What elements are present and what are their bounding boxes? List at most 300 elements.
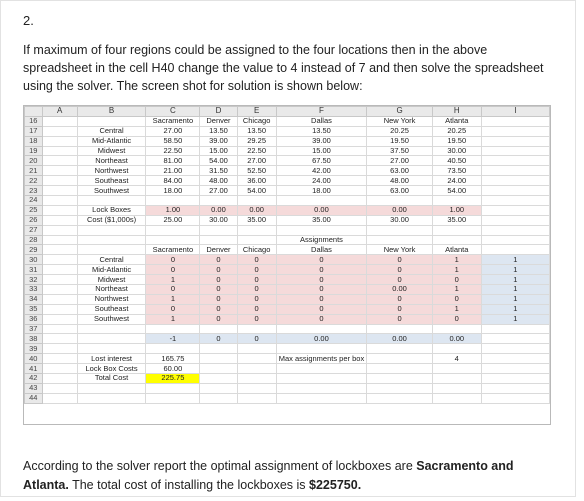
location-header[interactable]: Sacramento [146,245,200,255]
region-label[interactable]: Northwest [77,166,146,176]
sheet-cell[interactable] [432,235,481,245]
sheet-cell[interactable] [42,196,77,206]
sheet-cell[interactable] [42,314,77,324]
cost-cell[interactable]: 48.00 [367,176,433,186]
sheet-cell[interactable] [146,344,200,354]
sheet-cell[interactable] [42,275,77,285]
sheet-cell[interactable] [481,196,549,206]
cost-cell[interactable]: 30.00 [432,146,481,156]
cost-cell[interactable]: 54.00 [432,186,481,196]
row-header[interactable]: 37 [25,324,43,334]
assignments-title[interactable]: Assignments [276,235,366,245]
sheet-cell[interactable] [276,324,366,334]
sheet-cell[interactable] [481,344,549,354]
cost-cell[interactable]: 36.00 [237,176,276,186]
column-header[interactable]: E [237,107,276,117]
row-sum-cell[interactable]: 1 [481,304,549,314]
assignment-cell[interactable]: 0 [200,294,237,304]
sheet-cell[interactable] [42,116,77,126]
cost-cell[interactable]: 42.00 [276,166,366,176]
sheet-cell[interactable] [367,344,433,354]
row-header[interactable]: 21 [25,166,43,176]
sheet-cell[interactable] [367,324,433,334]
lock-box-costs-label[interactable]: Lock Box Costs [77,364,146,374]
cost-cell[interactable]: 20.25 [432,126,481,136]
sheet-cell[interactable] [276,196,366,206]
sheet-cell[interactable] [367,393,433,403]
row-header[interactable]: 22 [25,176,43,186]
assignment-cell[interactable]: 1 [146,294,200,304]
region-label[interactable]: Southeast [77,176,146,186]
sheet-cell[interactable] [367,225,433,235]
row-header[interactable]: 26 [25,215,43,225]
fixed-cost-cell[interactable]: 30.00 [367,215,433,225]
cost-cell[interactable]: 84.00 [146,176,200,186]
cost-cell[interactable]: 40.50 [432,156,481,166]
column-header[interactable]: D [200,107,237,117]
sheet-cell[interactable] [200,344,237,354]
sheet-cell[interactable] [481,393,549,403]
row-sum-cell[interactable]: 1 [481,314,549,324]
row-header[interactable]: 38 [25,334,43,344]
cost-cell[interactable]: 58.50 [146,136,200,146]
sheet-cell[interactable] [367,196,433,206]
fixed-cost-cell[interactable]: 30.00 [200,215,237,225]
sheet-cell[interactable] [481,245,549,255]
assignment-cell[interactable]: 0 [367,314,433,324]
row-header[interactable]: 29 [25,245,43,255]
select-all-corner[interactable] [25,107,43,117]
sheet-cell[interactable] [432,393,481,403]
assignment-cell[interactable]: 0 [200,255,237,265]
cost-cell[interactable]: 27.00 [367,156,433,166]
assignment-cell[interactable]: 0 [237,304,276,314]
cost-cell[interactable]: 22.50 [146,146,200,156]
column-sum-cell[interactable]: 0 [200,334,237,344]
assignment-cell[interactable]: 0 [237,265,276,275]
cost-cell[interactable]: 22.50 [237,146,276,156]
assignment-cell[interactable]: 0 [276,285,366,295]
sheet-cell[interactable] [481,225,549,235]
sheet-cell[interactable] [276,383,366,393]
sheet-cell[interactable] [481,374,549,384]
region-label[interactable]: Central [77,126,146,136]
sheet-cell[interactable] [77,235,146,245]
sheet-cell[interactable] [42,304,77,314]
sheet-cell[interactable] [146,225,200,235]
region-label[interactable]: Northeast [77,285,146,295]
sheet-cell[interactable] [42,324,77,334]
sheet-cell[interactable] [146,324,200,334]
assignment-cell[interactable]: 0 [200,304,237,314]
assignment-cell[interactable]: 0 [432,294,481,304]
assignment-cell[interactable]: 0 [200,275,237,285]
lock-box-cell[interactable]: 0.00 [200,205,237,215]
sheet-cell[interactable] [200,324,237,334]
sheet-cell[interactable] [200,374,237,384]
sheet-cell[interactable] [77,324,146,334]
assignment-cell[interactable]: 1 [432,265,481,275]
sheet-cell[interactable] [481,205,549,215]
assignment-cell[interactable]: 1 [432,255,481,265]
sheet-cell[interactable] [42,393,77,403]
cost-cell[interactable]: 37.50 [367,146,433,156]
sheet-cell[interactable] [276,344,366,354]
sheet-cell[interactable] [146,393,200,403]
assignment-cell[interactable]: 1 [432,285,481,295]
assignment-cell[interactable]: 0 [276,304,366,314]
sheet-cell[interactable] [237,235,276,245]
lock-box-cell[interactable]: 0.00 [367,205,433,215]
sheet-cell[interactable] [481,334,549,344]
column-header[interactable]: H [432,107,481,117]
assignment-cell[interactable]: 0 [432,314,481,324]
column-sum-cell[interactable]: 0.00 [367,334,433,344]
assignment-cell[interactable]: 0 [237,255,276,265]
total-cost-label[interactable]: Total Cost [77,374,146,384]
region-label[interactable]: Mid-Atlantic [77,136,146,146]
region-label[interactable]: Mid-Atlantic [77,265,146,275]
sheet-cell[interactable] [432,383,481,393]
cost-cell[interactable]: 15.00 [200,146,237,156]
cost-cell[interactable]: 39.00 [200,136,237,146]
sheet-cell[interactable] [42,215,77,225]
cost-cell[interactable]: 21.00 [146,166,200,176]
max-assignments-label[interactable]: Max assignments per box [276,354,366,364]
sheet-cell[interactable] [481,364,549,374]
column-header[interactable]: C [146,107,200,117]
assignment-cell[interactable]: 0 [367,265,433,275]
location-header[interactable]: Dallas [276,116,366,126]
assignment-cell[interactable]: 0 [237,285,276,295]
sheet-cell[interactable] [42,156,77,166]
cost-cell[interactable]: 27.00 [237,156,276,166]
sheet-cell[interactable] [432,374,481,384]
sheet-cell[interactable] [42,235,77,245]
sheet-cell[interactable] [77,225,146,235]
assignment-cell[interactable]: 1 [146,275,200,285]
row-header[interactable]: 44 [25,393,43,403]
row-header[interactable]: 19 [25,146,43,156]
row-header[interactable]: 40 [25,354,43,364]
sheet-cell[interactable] [432,364,481,374]
sheet-cell[interactable] [77,393,146,403]
sheet-cell[interactable] [367,364,433,374]
location-header[interactable]: Sacramento [146,116,200,126]
cost-cell[interactable]: 63.00 [367,166,433,176]
assignment-cell[interactable]: 0 [367,304,433,314]
row-header[interactable]: 39 [25,344,43,354]
location-header[interactable]: New York [367,245,433,255]
fixed-cost-cell[interactable]: 35.00 [276,215,366,225]
row-header[interactable]: 17 [25,126,43,136]
location-header[interactable]: Atlanta [432,245,481,255]
cost-cell[interactable]: 15.00 [276,146,366,156]
sheet-cell[interactable] [432,324,481,334]
assignment-cell[interactable]: 0 [276,294,366,304]
sheet-cell[interactable] [481,126,549,136]
assignment-cell[interactable]: 0 [276,265,366,275]
region-label[interactable]: Central [77,255,146,265]
row-header[interactable]: 28 [25,235,43,245]
fixed-cost-cell[interactable]: 35.00 [237,215,276,225]
cost-cell[interactable]: 19.50 [432,136,481,146]
row-sum-cell[interactable]: 1 [481,255,549,265]
sheet-cell[interactable] [237,354,276,364]
row-header[interactable]: 34 [25,294,43,304]
assignment-cell[interactable]: 0 [146,285,200,295]
row-sum-cell[interactable]: 1 [481,294,549,304]
sheet-cell[interactable] [42,383,77,393]
cost-cell[interactable]: 31.50 [200,166,237,176]
assignment-cell[interactable]: 0 [200,285,237,295]
cost-cell[interactable]: 73.50 [432,166,481,176]
sheet-cell[interactable] [42,334,77,344]
sheet-cell[interactable] [276,393,366,403]
cost-cell[interactable]: 63.00 [367,186,433,196]
sheet-cell[interactable] [42,344,77,354]
sheet-cell[interactable] [237,383,276,393]
sheet-cell[interactable] [77,116,146,126]
row-header[interactable]: 16 [25,116,43,126]
sheet-cell[interactable] [367,235,433,245]
sheet-cell[interactable] [42,364,77,374]
sheet-cell[interactable] [42,354,77,364]
sheet-cell[interactable] [237,225,276,235]
sheet-cell[interactable] [237,393,276,403]
region-label[interactable]: Southeast [77,304,146,314]
sheet-cell[interactable] [237,324,276,334]
row-header[interactable]: 23 [25,186,43,196]
cost-cell[interactable]: 18.00 [276,186,366,196]
row-sum-cell[interactable]: 1 [481,285,549,295]
region-label[interactable]: Midwest [77,275,146,285]
region-label[interactable]: Midwest [77,146,146,156]
row-header[interactable]: 35 [25,304,43,314]
fixed-cost-cell[interactable]: 35.00 [432,215,481,225]
cost-cell[interactable]: 13.50 [276,126,366,136]
row-header[interactable]: 33 [25,285,43,295]
row-header[interactable]: 32 [25,275,43,285]
sheet-cell[interactable] [42,146,77,156]
row-header[interactable]: 27 [25,225,43,235]
total-cost-value[interactable]: 225.75 [146,374,200,384]
assignment-cell[interactable]: 1 [146,314,200,324]
sheet-cell[interactable] [237,196,276,206]
sheet-cell[interactable] [42,205,77,215]
sheet-cell[interactable] [42,166,77,176]
sheet-cell[interactable] [42,255,77,265]
region-label[interactable]: Northwest [77,294,146,304]
sheet-cell[interactable] [481,324,549,334]
row-header[interactable]: 24 [25,196,43,206]
column-sum-cell[interactable]: -1 [146,334,200,344]
row-header[interactable]: 20 [25,156,43,166]
lock-box-costs-value[interactable]: 60.00 [146,364,200,374]
cost-cell[interactable]: 19.50 [367,136,433,146]
sheet-cell[interactable] [200,364,237,374]
sheet-cell[interactable] [42,186,77,196]
sheet-cell[interactable] [200,354,237,364]
row-header[interactable]: 42 [25,374,43,384]
column-header[interactable]: I [481,107,549,117]
cost-cell[interactable]: 27.00 [146,126,200,136]
region-label[interactable]: Southwest [77,186,146,196]
assignment-cell[interactable]: 0 [276,275,366,285]
location-header[interactable]: Denver [200,116,237,126]
region-label[interactable]: Northeast [77,156,146,166]
row-header[interactable]: 31 [25,265,43,275]
cost-cell[interactable]: 18.00 [146,186,200,196]
lock-box-cell[interactable]: 1.00 [146,205,200,215]
region-label[interactable]: Southwest [77,314,146,324]
sheet-cell[interactable] [42,126,77,136]
sheet-cell[interactable] [432,344,481,354]
sheet-cell[interactable] [77,196,146,206]
assignment-cell[interactable]: 0 [237,314,276,324]
assignment-cell[interactable]: 0 [146,265,200,275]
row-header[interactable]: 36 [25,314,43,324]
sheet-cell[interactable] [276,364,366,374]
sheet-cell[interactable] [481,215,549,225]
sheet-cell[interactable] [77,344,146,354]
assignment-cell[interactable]: 0 [276,255,366,265]
assignment-cell[interactable]: 0 [237,275,276,285]
column-header[interactable]: B [77,107,146,117]
sheet-cell[interactable] [42,294,77,304]
location-header[interactable]: Denver [200,245,237,255]
sheet-cell[interactable] [276,374,366,384]
assignment-cell[interactable]: 0 [276,314,366,324]
lock-boxes-label[interactable]: Lock Boxes [77,205,146,215]
sheet-cell[interactable] [481,383,549,393]
cost-cell[interactable]: 24.00 [432,176,481,186]
cost-cell[interactable]: 24.00 [276,176,366,186]
row-sum-cell[interactable]: 1 [481,275,549,285]
sheet-cell[interactable] [367,354,433,364]
location-header[interactable]: New York [367,116,433,126]
sheet-cell[interactable] [237,344,276,354]
location-header[interactable]: Chicago [237,116,276,126]
location-header[interactable]: Chicago [237,245,276,255]
location-header[interactable]: Dallas [276,245,366,255]
sheet-cell[interactable] [42,245,77,255]
sheet-cell[interactable] [367,374,433,384]
lost-interest-value[interactable]: 165.75 [146,354,200,364]
assignment-cell[interactable]: 0 [432,275,481,285]
location-header[interactable]: Atlanta [432,116,481,126]
sheet-cell[interactable] [42,265,77,275]
sheet-cell[interactable] [77,383,146,393]
lock-box-cell[interactable]: 0.00 [276,205,366,215]
sheet-cell[interactable] [200,393,237,403]
cost-cell[interactable]: 48.00 [200,176,237,186]
max-assignments-value[interactable]: 4 [432,354,481,364]
sheet-cell[interactable] [481,136,549,146]
column-sum-cell[interactable]: 0.00 [276,334,366,344]
sheet-cell[interactable] [237,364,276,374]
sheet-cell[interactable] [481,166,549,176]
cost-cell[interactable]: 81.00 [146,156,200,166]
assignment-cell[interactable]: 0 [367,294,433,304]
sheet-cell[interactable] [146,235,200,245]
sheet-cell[interactable] [481,186,549,196]
column-sum-cell[interactable]: 0.00 [432,334,481,344]
sheet-cell[interactable] [276,225,366,235]
cost-cell[interactable]: 13.50 [200,126,237,136]
cost-cell[interactable]: 27.00 [200,186,237,196]
lock-box-cell[interactable]: 1.00 [432,205,481,215]
cost-cell[interactable]: 54.00 [237,186,276,196]
assignment-cell[interactable]: 0 [367,275,433,285]
sheet-cell[interactable] [42,374,77,384]
cost-cell[interactable]: 29.25 [237,136,276,146]
sheet-cell[interactable] [42,225,77,235]
sheet-cell[interactable] [77,334,146,344]
sheet-cell[interactable] [200,383,237,393]
cost-cell[interactable]: 20.25 [367,126,433,136]
assignment-cell[interactable]: 0 [146,255,200,265]
sheet-cell[interactable] [481,354,549,364]
cost-cell[interactable]: 13.50 [237,126,276,136]
row-header[interactable]: 41 [25,364,43,374]
lock-box-cell[interactable]: 0.00 [237,205,276,215]
row-header[interactable]: 18 [25,136,43,146]
assignment-cell[interactable]: 0.00 [367,285,433,295]
assignment-cell[interactable]: 0 [367,255,433,265]
sheet-cell[interactable] [237,374,276,384]
cost-cell[interactable]: 39.00 [276,136,366,146]
sheet-cell[interactable] [200,235,237,245]
sheet-cell[interactable] [432,225,481,235]
sheet-cell[interactable] [42,176,77,186]
fixed-cost-cell[interactable]: 25.00 [146,215,200,225]
sheet-cell[interactable] [42,136,77,146]
sheet-cell[interactable] [432,196,481,206]
row-header[interactable]: 30 [25,255,43,265]
sheet-cell[interactable] [77,245,146,255]
cost-cell[interactable]: 52.50 [237,166,276,176]
column-header[interactable]: G [367,107,433,117]
assignment-cell[interactable]: 0 [146,304,200,314]
assignment-cell[interactable]: 0 [200,265,237,275]
cost-label[interactable]: Cost ($1,000s) [77,215,146,225]
row-header[interactable]: 25 [25,205,43,215]
assignment-cell[interactable]: 0 [237,294,276,304]
assignment-cell[interactable]: 0 [200,314,237,324]
sheet-cell[interactable] [481,156,549,166]
sheet-cell[interactable] [42,285,77,295]
sheet-cell[interactable] [481,176,549,186]
row-sum-cell[interactable]: 1 [481,265,549,275]
cost-cell[interactable]: 67.50 [276,156,366,166]
sheet-cell[interactable] [200,196,237,206]
sheet-cell[interactable] [146,196,200,206]
assignment-cell[interactable]: 1 [432,304,481,314]
sheet-cell[interactable] [481,235,549,245]
sheet-cell[interactable] [200,225,237,235]
column-header[interactable]: F [276,107,366,117]
cost-cell[interactable]: 54.00 [200,156,237,166]
sheet-cell[interactable] [481,116,549,126]
sheet-cell[interactable] [146,383,200,393]
sheet-cell[interactable] [481,146,549,156]
lost-interest-label[interactable]: Lost interest [77,354,146,364]
row-header[interactable]: 43 [25,383,43,393]
sheet-cell[interactable] [367,383,433,393]
column-header[interactable]: A [42,107,77,117]
column-sum-cell[interactable]: 0 [237,334,276,344]
